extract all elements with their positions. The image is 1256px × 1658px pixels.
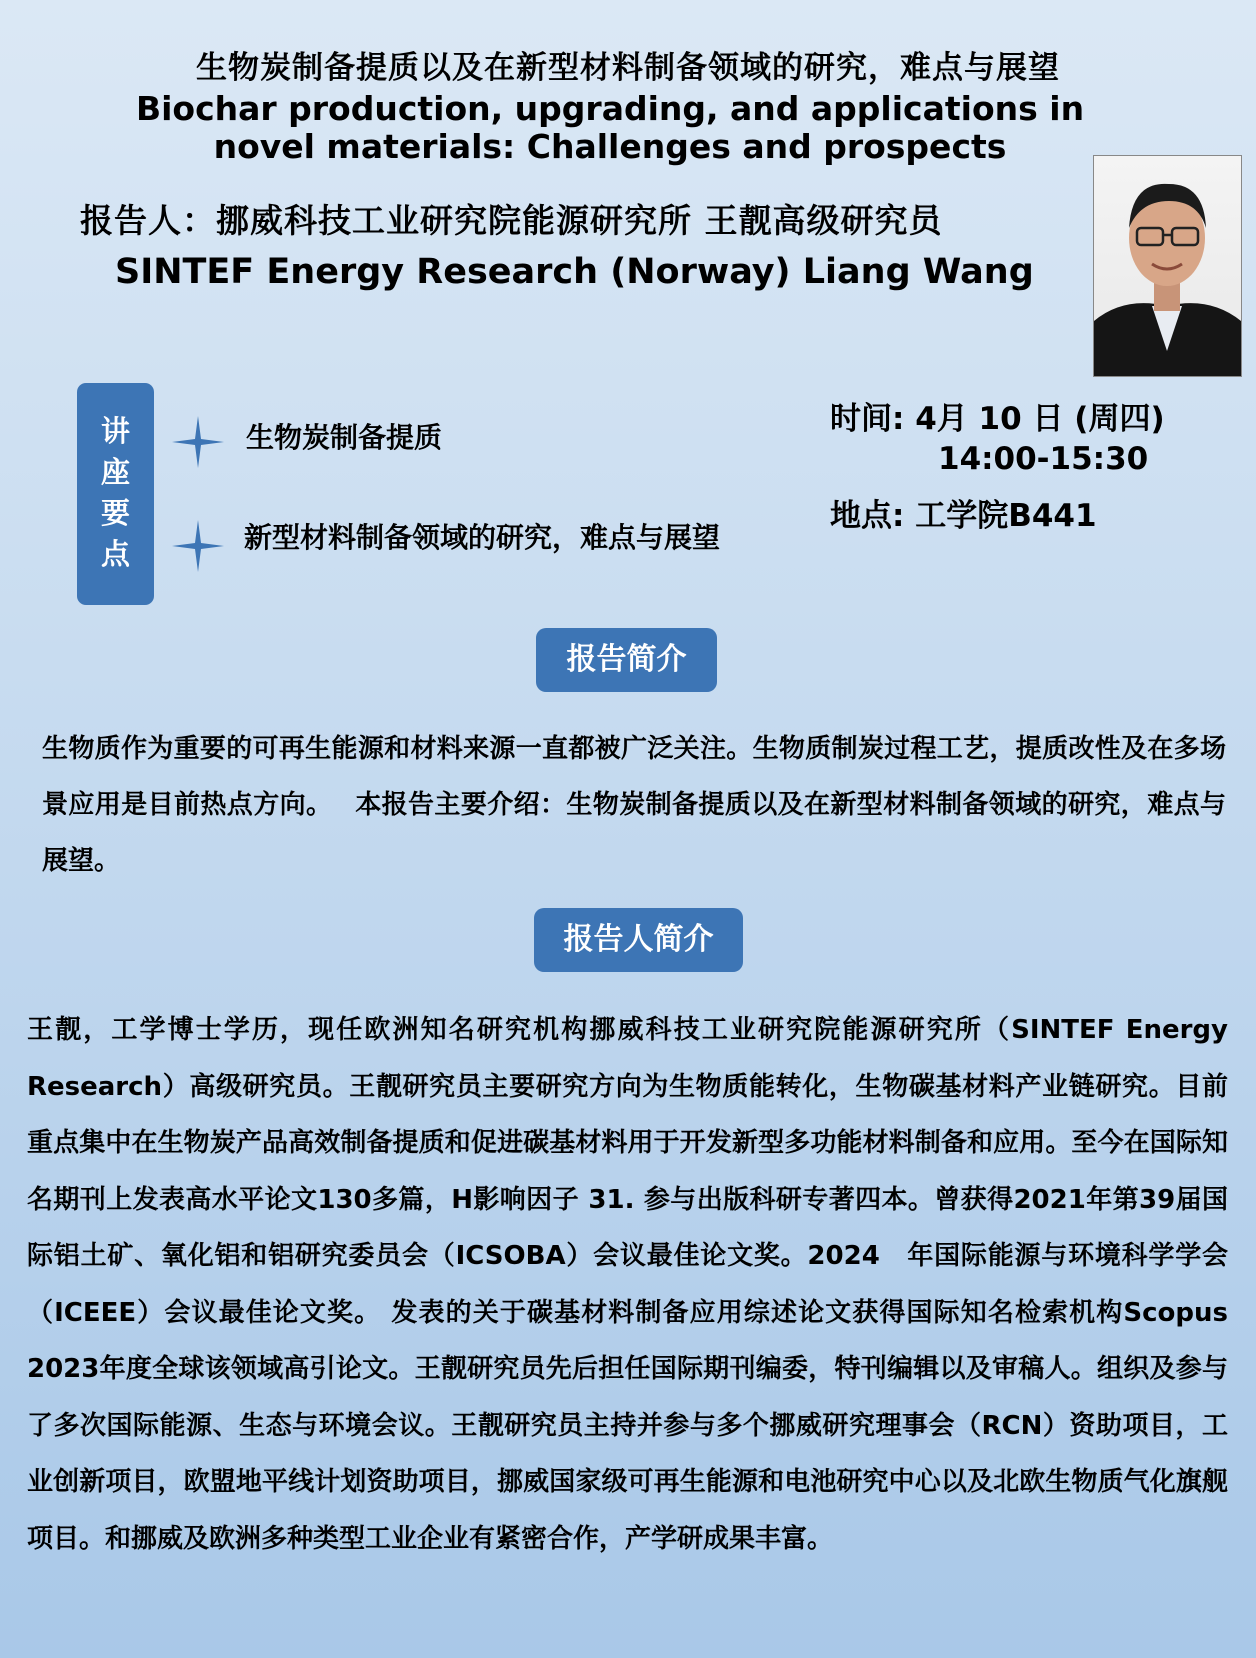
event-time-range: 14:00-15:30 <box>938 441 1149 477</box>
speaker-chinese: 报告人：挪威科技工业研究院能源研究所 王靓高级研究员 <box>80 201 943 240</box>
event-location: 地点: 工学院B441 <box>830 498 1097 534</box>
key-points-label-char: 点 <box>100 537 130 571</box>
speaker-intro-text: 王靓，工学博士学历，现任欧洲知名研究机构挪威科技工业研究院能源研究所（SINTEF Energy Research）高级研究员。王靓研究员主要研究方向为生物质能转化，生物碳基材料产业链研究。目前重点集中在生物炭产品高效制备提质和促进碳基材料用于开发新型多功能材料制备和应用。至今在国际知名期刊上发表高水平论文130多篇，H影响因子 31. 参与出版科研专著四本。曾获得2021年第39届国际铝土矿、氧化铝和铝研究委员会（ICSOBA）会议最佳论文奖。2024 年国际能源与环境科学学会（ICEEE）会议最佳论文奖。 发表的关于碳基材料制备应用综述论文获得国际知名检索机构Scopus 2023年度全球该领域高引论文。王靓研究员先后担任国际期刊编委，特刊编辑以及审稿人。组织及参与了多次国际能源、生态与环境会议。王靓研究员主持并参与多个挪威研究理事会（RCN）资助项目，工业创新项目，欧盟地平线计划资助项目，挪威国家级可再生能源和电池研究中心以及北欧生物质气化旗舰项目。和挪威及欧洲多种类型工业企业有紧密合作，产学研成果丰富。 <box>27 1015 1255 1554</box>
title-english: Biochar production, upgrading, and applications in novel materials: Challenges and prospects <box>135 89 1085 166</box>
key-points-label-char: 座 <box>100 455 130 489</box>
key-points-label <box>77 383 154 605</box>
key-point-item: 生物炭制备提质 <box>246 421 443 454</box>
key-point-item: 新型材料制备领域的研究，难点与展望 <box>244 521 721 554</box>
speaker-english: SINTEF Energy Research (Norway) Liang Wang <box>115 252 1034 292</box>
person-portrait-icon <box>1094 156 1241 376</box>
key-points-label-char: 要 <box>100 496 130 530</box>
sparkle-star-icon <box>170 414 226 470</box>
title-chinese: 生物炭制备提质以及在新型材料制备领域的研究，难点与展望 <box>196 50 1060 86</box>
event-time: 时间: 4月 10 日 (周四) <box>830 401 1165 437</box>
sparkle-star-icon <box>170 518 226 574</box>
speaker-photo <box>1093 155 1242 377</box>
report-intro-text: 生物质作为重要的可再生能源和材料来源一直都被广泛关注。生物质制炭过程工艺，提质改性及在多场景应用是目前热点方向。 本报告主要介绍：生物炭制备提质以及在新型材料制备领域的研究，难点与展望。 <box>42 734 1226 876</box>
report-intro-heading: 报告简介 <box>536 628 717 692</box>
key-points-label-char: 讲 <box>100 414 130 448</box>
speaker-intro-heading: 报告人简介 <box>534 908 743 972</box>
